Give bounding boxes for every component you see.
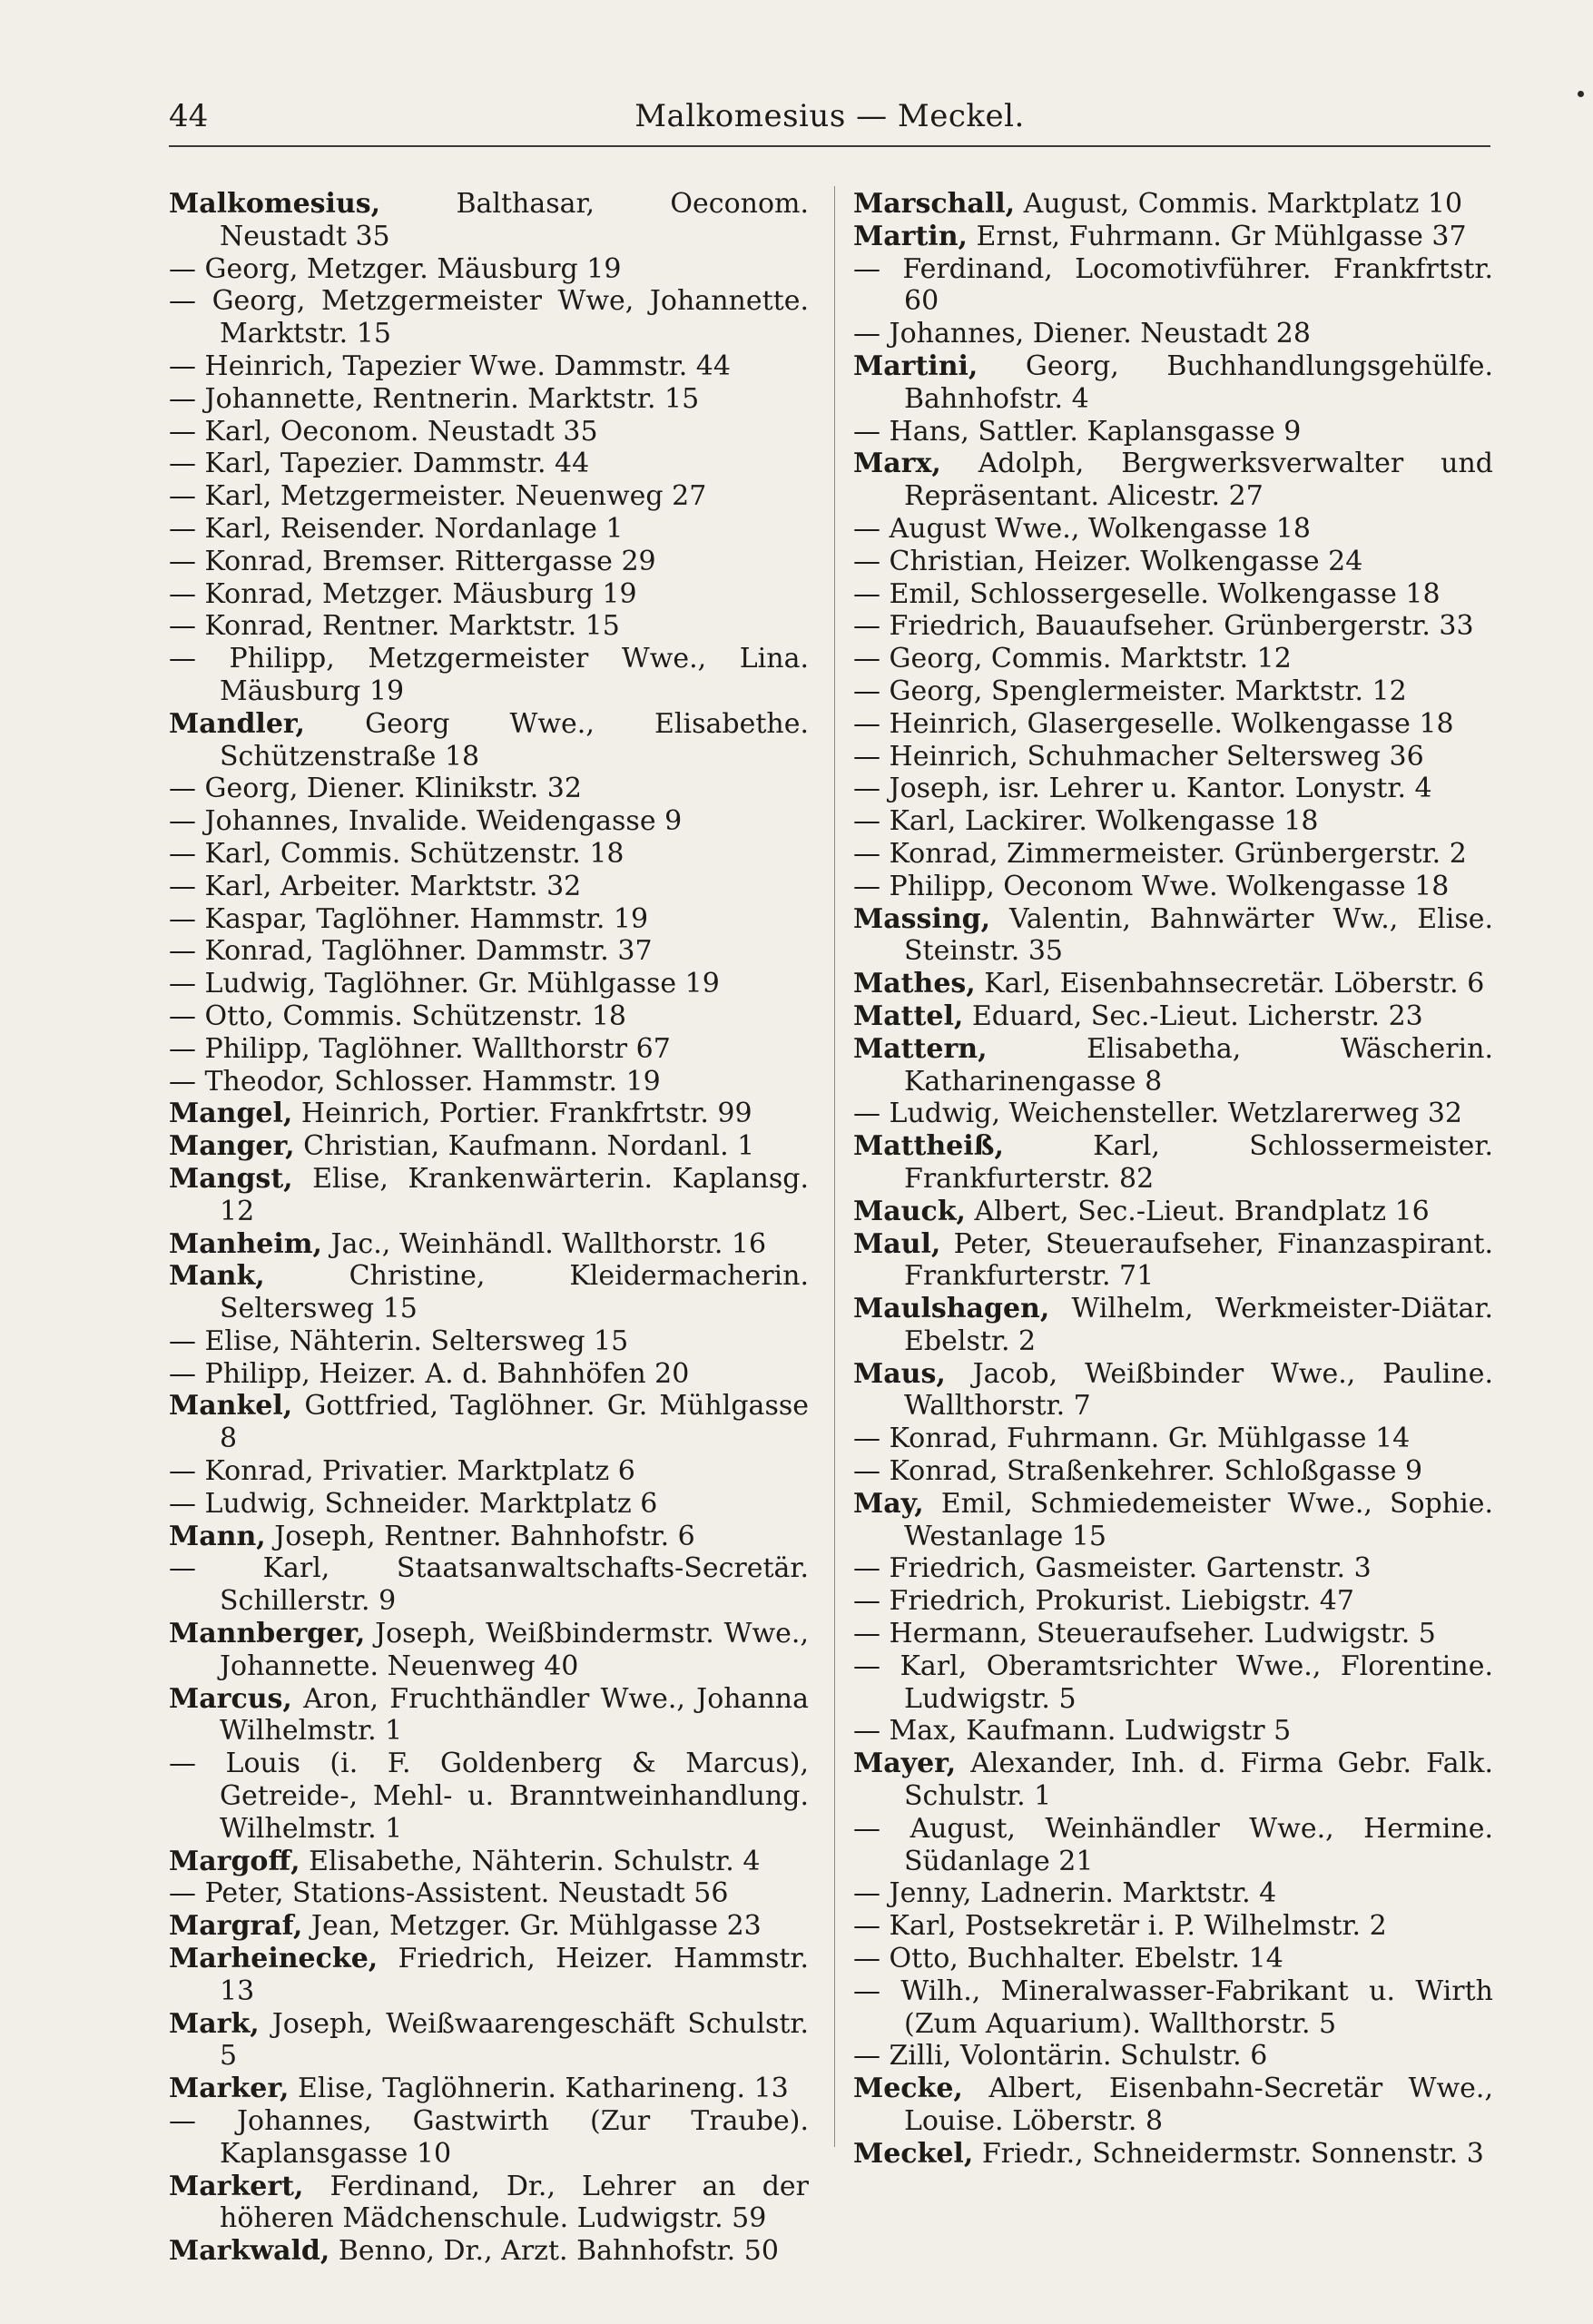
directory-entry [853, 1943, 1493, 1975]
directory-entry [169, 1521, 809, 1553]
directory-entry [169, 350, 809, 383]
directory-entry [169, 903, 809, 936]
entry-surname: Marschall, [853, 188, 1016, 220]
directory-entry [169, 2105, 809, 2171]
entry-details: — Johannes, Gastwirth (Zur Traube). Kaplansgasse 10 [169, 2105, 809, 2170]
directory-entry [853, 741, 1493, 773]
entry-details: Heinrich, Portier. Frankfrtstr. 99 [300, 1098, 752, 1130]
directory-entry [853, 1196, 1493, 1228]
margin-mark [1578, 91, 1584, 97]
entry-details: — Karl, Arbeiter. Marktstr. 32 [169, 870, 582, 902]
directory-entry [853, 546, 1493, 578]
entry-details: — Kaspar, Taglöhner. Hammstr. 19 [169, 902, 649, 935]
directory-entry [169, 253, 809, 286]
directory-entry [169, 2171, 809, 2236]
entry-surname: Mauck, [853, 1195, 966, 1227]
entry-details: Elisabetha, Wäscherin. Katharinengasse 8 [904, 1032, 1493, 1098]
entry-surname: Martin, [853, 220, 968, 252]
entry-details: — Georg, Metzger. Mäusburg 19 [169, 252, 622, 285]
directory-entry [169, 1390, 809, 1455]
directory-entry [853, 2138, 1493, 2171]
entry-surname: Mann, [169, 1520, 266, 1552]
entry-surname: Mandler, [169, 707, 305, 740]
entry-details: — Hans, Sattler. Kaplansgasse 9 [853, 415, 1302, 448]
entry-details: Joseph, Rentner. Bahnhofstr. 6 [274, 1520, 695, 1552]
entry-details: — Georg, Metzgermeister Wwe, Johannette. Marktstr. 15 [169, 285, 809, 350]
directory-entry [169, 935, 809, 968]
directory-entry [169, 1683, 809, 1748]
entry-details: — Heinrich, Tapezier Wwe. Dammstr. 44 [169, 350, 731, 382]
entry-details: Valentin, Bahnwärter Ww., Elise. Steinstr. 35 [904, 902, 1493, 968]
entry-details: Karl, Schlossermeister. Frankfurterstr. 82 [904, 1130, 1493, 1195]
directory-entry [169, 383, 809, 416]
entry-details: Joseph, Weißbindermstr. Wwe., Johannette. Neuenweg 40 [220, 1618, 809, 1682]
directory-entry [853, 903, 1493, 969]
entry-surname: Malkomesius, [169, 188, 381, 220]
directory-entry [853, 1358, 1493, 1423]
entry-details: — Karl, Reisender. Nordanlage 1 [169, 512, 624, 545]
entry-details: — Emil, Schlossergeselle. Wolkengasse 18 [853, 577, 1441, 610]
entry-details: — Philipp, Heizer. A. d. Bahnhöfen 20 [169, 1357, 690, 1390]
directory-entry [169, 1846, 809, 1878]
entry-surname: Mank, [169, 1260, 265, 1293]
entry-surname: Margoff, [169, 1845, 300, 1877]
directory-entry [853, 513, 1493, 546]
directory-entry [169, 480, 809, 513]
entry-surname: Marx, [853, 448, 941, 480]
entry-details: — Heinrich, Schuhmacher Seltersweg 36 [853, 740, 1424, 773]
entry-details: — Konrad, Taglöhner. Dammstr. 37 [169, 935, 653, 968]
directory-entry [853, 1488, 1493, 1553]
directory-entry [853, 871, 1493, 903]
entry-surname: Maus, [853, 1357, 946, 1390]
entry-surname: Mattern, [853, 1032, 988, 1065]
entry-details: — Karl, Lackirer. Wolkengasse 18 [853, 805, 1319, 838]
entry-surname: Marker, [169, 2073, 290, 2105]
entry-details: — Friedrich, Bauaufseher. Grünbergerstr. 33 [853, 610, 1474, 643]
directory-entry [853, 1975, 1493, 2041]
entry-details: — Johannes, Invalide. Weidengasse 9 [169, 805, 683, 838]
directory-entry [853, 188, 1493, 221]
entry-details: — Georg, Diener. Klinikstr. 32 [169, 773, 582, 805]
directory-entry [169, 188, 809, 253]
directory-entry [853, 416, 1493, 448]
entry-details: — Theodor, Schlosser. Hammstr. 19 [169, 1065, 661, 1098]
directory-entry [169, 448, 809, 480]
entry-surname: Mannberger, [169, 1618, 366, 1650]
entry-details: — Friedrich, Prokurist. Liebigstr. 47 [853, 1585, 1354, 1618]
directory-entry [853, 221, 1493, 253]
entry-details: — Peter, Stations-Assistent. Neustadt 56 [169, 1877, 729, 1910]
entry-details: — Jenny, Ladnerin. Marktstr. 4 [853, 1877, 1277, 1910]
entry-surname: Martini, [853, 350, 978, 382]
entry-details: — Philipp, Taglöhner. Wallthorstr 67 [169, 1032, 671, 1065]
entry-details: — Konrad, Metzger. Mäusburg 19 [169, 577, 637, 610]
entry-details: — Ludwig, Weichensteller. Wetzlarerweg 32 [853, 1098, 1463, 1130]
entry-details: — Philipp, Metzgermeister Wwe., Lina. Mäusburg 19 [169, 643, 809, 707]
entry-details: — Karl, Postsekretär i. P. Wilhelmstr. 2 [853, 1910, 1387, 1943]
entry-details: — Konrad, Fuhrmann. Gr. Mühlgasse 14 [853, 1423, 1411, 1455]
directory-entry [169, 1748, 809, 1845]
directory-entry [853, 675, 1493, 708]
entry-details: — Ludwig, Schneider. Marktplatz 6 [169, 1487, 658, 1520]
directory-entry [169, 805, 809, 838]
directory-entry [853, 350, 1493, 416]
page-header [169, 91, 1490, 143]
entry-details: Balthasar, Oeconom. Neustadt 35 [220, 188, 809, 252]
entry-details: — Philipp, Oeconom Wwe. Wolkengasse 18 [853, 870, 1450, 902]
entry-surname: Mathes, [853, 968, 976, 1000]
entry-surname: Manheim, [169, 1227, 322, 1260]
entry-details: Eduard, Sec.-Lieut. Licherstr. 23 [971, 1000, 1423, 1032]
directory-entry [853, 708, 1493, 741]
entry-surname: Mattheiß, [853, 1130, 1004, 1163]
directory-entry [853, 1130, 1493, 1196]
directory-entry [853, 1000, 1493, 1033]
entry-details: — Karl, Oeconom. Neustadt 35 [169, 415, 598, 448]
directory-entry [169, 1033, 809, 1066]
entry-surname: Markwald, [169, 2235, 330, 2268]
entry-details: — August Wwe., Wolkengasse 18 [853, 512, 1311, 545]
directory-entry [853, 2040, 1493, 2073]
entry-details: Christian, Kaufmann. Nordanl. 1 [303, 1130, 755, 1163]
entry-details: — Max, Kaufmann. Ludwigstr 5 [853, 1715, 1292, 1748]
directory-entry [169, 1130, 809, 1163]
directory-entry [169, 285, 809, 350]
header-rule [169, 145, 1490, 147]
entry-details: Elise, Taglöhnerin. Katharineng. 13 [297, 2073, 789, 2105]
entry-surname: Massing, [853, 902, 991, 935]
entry-details: — Karl, Tapezier. Dammstr. 44 [169, 448, 590, 480]
directory-entry [853, 838, 1493, 871]
entry-details: Ferdinand, Dr., Lehrer an der höheren Mädchenschule. Ludwigstr. 59 [220, 2170, 809, 2235]
directory-entry [853, 448, 1493, 513]
entry-details: Elisabethe, Nähterin. Schulstr. 4 [309, 1845, 761, 1877]
entry-details: — Zilli, Volontärin. Schulstr. 6 [853, 2040, 1268, 2073]
directory-entry [853, 318, 1493, 350]
directory-entry [169, 578, 809, 611]
entry-details: — Karl, Oberamtsrichter Wwe., Florentine. Ludwigstr. 5 [853, 1649, 1493, 1715]
entry-details: — August, Weinhändler Wwe., Hermine. Südanlage 21 [853, 1812, 1493, 1877]
directory-entry [169, 1228, 809, 1261]
entry-details: — Hermann, Steueraufseher. Ludwigstr. 5 [853, 1618, 1436, 1650]
directory-entry [169, 2073, 809, 2105]
entry-details: — Ferdinand, Locomotivführer. Frankfrtstr. 60 [853, 252, 1493, 318]
column-divider [834, 186, 835, 2147]
directory-entry [853, 578, 1493, 611]
directory-entry [169, 773, 809, 805]
entry-details: Georg Wwe., Elisabethe. Schützenstraße 18 [220, 707, 809, 773]
entry-details: — Konrad, Zimmermeister. Grünbergerstr. 2 [853, 837, 1467, 870]
directory-entry [853, 1910, 1493, 1943]
entry-details: Peter, Steueraufseher, Finanzaspirant. Frankfurterstr. 71 [904, 1227, 1493, 1293]
entry-details: Jean, Metzger. Gr. Mühlgasse 23 [310, 1910, 762, 1943]
entry-details: — Konrad, Straßenkehrer. Schloßgasse 9 [853, 1455, 1423, 1488]
directory-entry [169, 1066, 809, 1098]
entry-details: Jac., Weinhändl. Wallthorstr. 16 [330, 1227, 767, 1260]
entry-details: Karl, Eisenbahnsecretär. Löberstr. 6 [984, 968, 1485, 1000]
directory-entry [169, 610, 809, 643]
entry-details: Gottfried, Taglöhner. Gr. Mühlgasse 8 [220, 1390, 809, 1455]
directory-entry [853, 1423, 1493, 1455]
directory-entry [169, 871, 809, 903]
entry-details: Albert, Eisenbahn-Secretär Wwe., Louise. Löberstr. 8 [904, 2073, 1493, 2138]
entry-details: Joseph, Weißwaarengeschäft Schulstr. 5 [220, 2007, 809, 2073]
running-head: Malkomesius — Meckel. [634, 98, 1025, 134]
entry-surname: Manger, [169, 1130, 295, 1163]
directory-entry [169, 2008, 809, 2073]
entry-details: — Louis (i. F. Goldenberg & Marcus), Getreide-, Mehl- u. Branntweinhandlung. Wilhelmstr. 1 [169, 1748, 809, 1845]
entry-details: Albert, Sec.-Lieut. Brandplatz 16 [974, 1195, 1430, 1227]
directory-entry [853, 1877, 1493, 1910]
entry-details: — Friedrich, Gasmeister. Gartenstr. 3 [853, 1552, 1372, 1585]
entry-details: — Elise, Nähterin. Seltersweg 15 [169, 1324, 629, 1357]
directory-entry [169, 1618, 809, 1683]
directory-entry [853, 1228, 1493, 1294]
entry-details: Emil, Schmiedemeister Wwe., Sophie. Westanlage 15 [904, 1487, 1493, 1552]
entry-surname: Margraf, [169, 1910, 303, 1943]
entry-details: — Ludwig, Taglöhner. Gr. Mühlgasse 19 [169, 968, 720, 1000]
entry-details: — Georg, Commis. Marktstr. 12 [853, 643, 1292, 675]
directory-entry [169, 1260, 809, 1325]
entry-details: — Konrad, Rentner. Marktstr. 15 [169, 610, 620, 643]
directory-entry [853, 1552, 1493, 1585]
directory-entry [169, 1488, 809, 1521]
entry-surname: Mangel, [169, 1098, 293, 1130]
directory-entry [169, 416, 809, 448]
entry-surname: Marheinecke, [169, 1943, 379, 1975]
entry-details: — Georg, Spenglermeister. Marktstr. 12 [853, 675, 1407, 707]
left-column [169, 188, 809, 2268]
entry-details: August, Commis. Marktplatz 10 [1023, 188, 1463, 220]
directory-entry [169, 1358, 809, 1391]
entry-details: Friedrich, Heizer. Hammstr. 13 [220, 1943, 809, 2007]
directory-entry [853, 1748, 1493, 1813]
entry-details: — Johannette, Rentnerin. Marktstr. 15 [169, 382, 700, 415]
directory-entry [169, 1552, 809, 1618]
entry-surname: Mecke, [853, 2073, 963, 2105]
directory-entry [169, 1455, 809, 1488]
directory-entry [853, 1455, 1493, 1488]
directory-entry [169, 1910, 809, 1943]
entry-details: Jacob, Weißbinder Wwe., Pauline. Wallthorstr. 7 [904, 1357, 1493, 1423]
entry-details: — Konrad, Bremser. Rittergasse 29 [169, 545, 656, 577]
entry-details: — Karl, Commis. Schützenstr. 18 [169, 837, 624, 870]
entry-surname: Mattel, [853, 1000, 964, 1032]
entry-details: — Heinrich, Glasergeselle. Wolkengasse 18 [853, 707, 1454, 740]
entry-details: — Konrad, Privatier. Marktplatz 6 [169, 1455, 635, 1488]
entry-surname: Mankel, [169, 1390, 293, 1423]
entry-surname: May, [853, 1487, 924, 1520]
directory-entry [853, 253, 1493, 319]
entry-details: Benno, Dr., Arzt. Bahnhofstr. 50 [338, 2235, 779, 2268]
directory-entry [853, 1618, 1493, 1650]
directory-entry [853, 1585, 1493, 1618]
entry-details: Friedr., Schneidermstr. Sonnenstr. 3 [981, 2137, 1484, 2170]
entry-details: Wilhelm, Werkmeister-Diätar. Ebelstr. 2 [904, 1293, 1493, 1357]
entry-surname: Mangst, [169, 1162, 293, 1195]
entry-surname: Mayer, [853, 1748, 957, 1780]
entry-details: Christine, Kleidermacherin. Seltersweg 15 [220, 1260, 809, 1325]
directory-entry [169, 1943, 809, 2008]
directory-entry [853, 643, 1493, 675]
directory-entry [169, 513, 809, 546]
directory-entry [853, 968, 1493, 1000]
directory-entry [169, 708, 809, 773]
directory-entry [169, 643, 809, 708]
directory-entry [169, 546, 809, 578]
directory-entry [169, 1000, 809, 1033]
entry-surname: Maul, [853, 1227, 941, 1260]
directory-entry [853, 773, 1493, 805]
entry-details: — Johannes, Diener. Neustadt 28 [853, 318, 1311, 350]
directory-entry [169, 1877, 809, 1910]
entry-details: — Joseph, isr. Lehrer u. Kantor. Lonystr. 4 [853, 773, 1432, 805]
directory-entry [169, 838, 809, 871]
entry-surname: Marcus, [169, 1682, 292, 1715]
directory-entry [853, 1098, 1493, 1130]
directory-entry [169, 2235, 809, 2268]
entry-details: Elise, Krankenwärterin. Kaplansg. 12 [220, 1162, 809, 1227]
entry-surname: Mark, [169, 2007, 260, 2040]
entry-details: Georg, Buchhandlungsgehülfe. Bahnhofstr. 4 [904, 350, 1493, 415]
page-number: 44 [169, 98, 209, 134]
directory-entry [169, 1098, 809, 1130]
directory-entry [853, 1813, 1493, 1878]
directory-entry [853, 1715, 1493, 1748]
directory-entry [853, 610, 1493, 643]
right-column [853, 188, 1493, 2171]
entry-details: — Otto, Commis. Schützenstr. 18 [169, 1000, 627, 1032]
entry-details: — Karl, Staatsanwaltschafts-Secretär. Schillerstr. 9 [169, 1552, 809, 1618]
entry-details: — Otto, Buchhalter. Ebelstr. 14 [853, 1943, 1283, 1975]
directory-entry [169, 1325, 809, 1358]
directory-entry [853, 1650, 1493, 1716]
entry-details: Adolph, Bergwerksverwalter und Repräsentant. Alicestr. 27 [904, 448, 1493, 513]
directory-entry [853, 805, 1493, 838]
entry-details: — Christian, Heizer. Wolkengasse 24 [853, 545, 1363, 577]
directory-entry [169, 1163, 809, 1228]
entry-details: — Wilh., Mineralwasser-Fabrikant u. Wirth (Zum Aquarium). Wallthorstr. 5 [853, 1974, 1493, 2040]
directory-entry [853, 2073, 1493, 2138]
entry-details: Aron, Fruchthändler Wwe., Johanna Wilhelmstr. 1 [220, 1682, 809, 1748]
entry-surname: Markert, [169, 2170, 304, 2202]
entry-details: — Karl, Metzgermeister. Neuenweg 27 [169, 480, 707, 513]
directory-entry [853, 1033, 1493, 1098]
directory-entry [169, 968, 809, 1000]
entry-details: Alexander, Inh. d. Firma Gebr. Falk. Schulstr. 1 [904, 1748, 1493, 1813]
directory-entry [853, 1293, 1493, 1358]
entry-surname: Maulshagen, [853, 1293, 1050, 1325]
entry-details: Ernst, Fuhrmann. Gr Mühlgasse 37 [976, 220, 1467, 252]
entry-surname: Meckel, [853, 2137, 974, 2170]
